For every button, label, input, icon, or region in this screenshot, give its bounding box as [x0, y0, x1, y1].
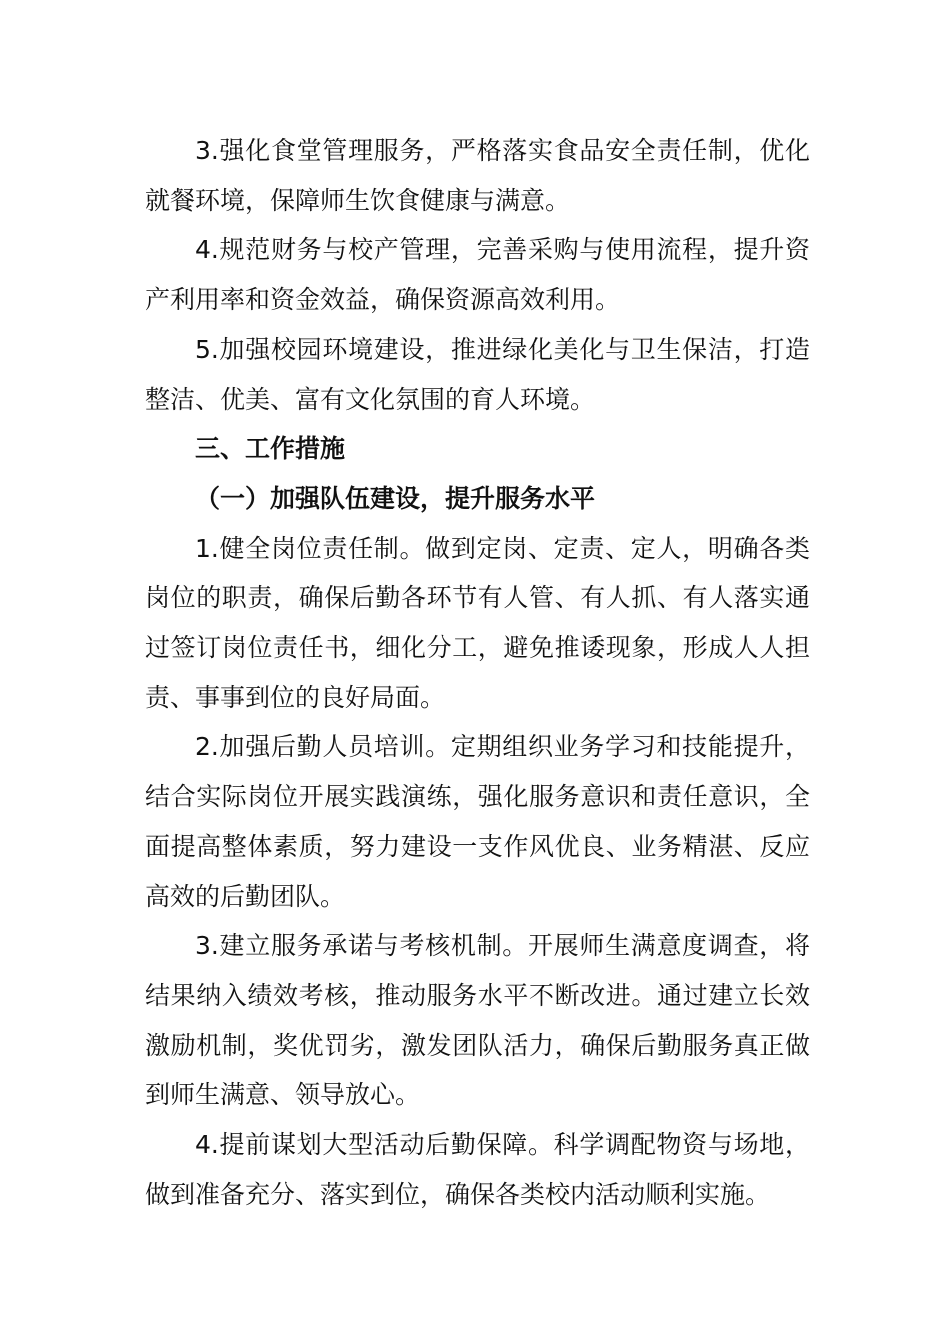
document-body	[145, 126, 810, 1219]
paragraph-canteen-service: 3.强化食堂管理服务，严格落实食品安全责任制，优化就餐环境，保障师生饮食健康与满意。	[145, 136, 810, 215]
section-heading-measures: 三、工作措施	[195, 434, 346, 464]
paragraph-service-commitment: 3.建立服务承诺与考核机制。开展师生满意度调查，将结果纳入绩效考核，推动服务水平不断改进。通过建立长效激励机制，奖优罚劣，激发团队活力，确保后勤服务真正做到师生满意、领导放心。	[145, 931, 810, 1110]
paragraph-staff-training: 2.加强后勤人员培训。定期组织业务学习和技能提升，结合实际岗位开展实践演练，强化服务意识和责任意识，全面提高整体素质，努力建设一支作风优良、业务精湛、反应高效的后勤团队。	[145, 732, 810, 911]
paragraph-campus-environment: 5.加强校园环境建设，推进绿化美化与卫生保洁，打造整洁、优美、富有文化氛围的育人环境。	[145, 334, 810, 414]
paragraph-job-responsibility: 1.健全岗位责任制。做到定岗、定责、定人，明确各类岗位的职责，确保后勤各环节有人管、有人抓、有人落实通过签订岗位责任书，细化分工，避免推诿现象，形成人人担责、事事到位的良好局面。	[145, 533, 810, 712]
paragraph-finance-management: 4.规范财务与校产管理，完善采购与使用流程，提升资产利用率和资金效益，确保资源高效利用。	[145, 235, 810, 315]
subsection-heading-team-building: （一）加强队伍建设，提升服务水平	[195, 483, 596, 513]
paragraph-event-logistics: 4.提前谋划大型活动后勤保障。科学调配物资与场地，做到准备充分、落实到位，确保各类校内活动顺利实施。	[145, 1130, 810, 1209]
